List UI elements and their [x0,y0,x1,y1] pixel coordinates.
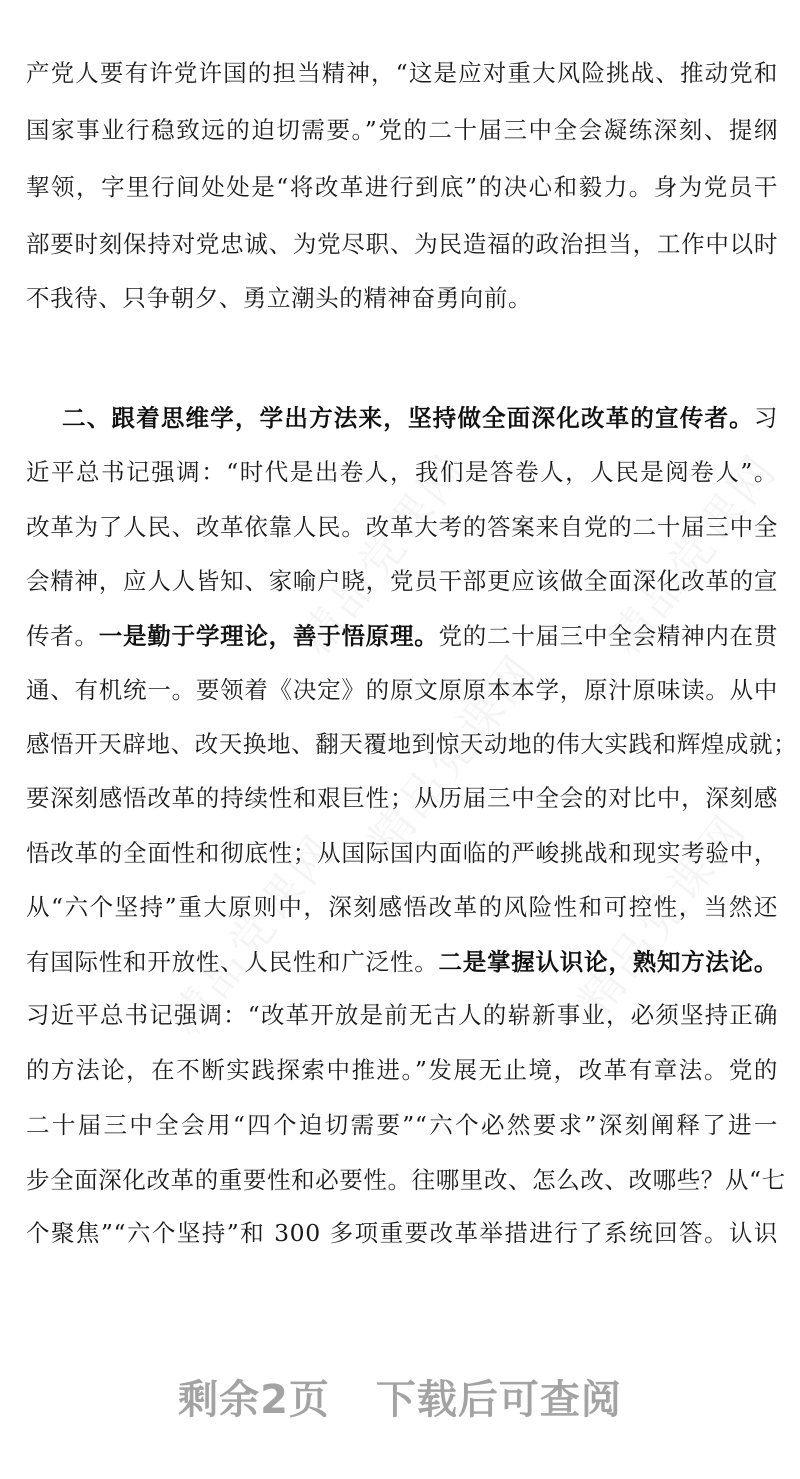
text-line: 感悟开天辟地、改天换地、翻天覆地到惊天动地的伟大实践和辉煌成就； [26,730,798,758]
download-banner[interactable] [0,1372,800,1428]
heading-tail-text: 习 [753,404,778,432]
remaining-pages-label: 剩余2页 [178,1377,330,1423]
subheading-2: 二是掌握认识论，熟知方法论。 [438,948,779,976]
text-line: 近平总书记强调：“时代是出卷人，我们是答卷人，人民是阅卷人”。 [26,458,778,486]
text-line: 从“六个坚持”重大原则中，深刻感悟改革的风险性和可控性，当然还 [26,893,778,921]
text-line: 改革为了人民、改革依靠人民。改革大考的答案来自党的二十届三中全 [26,513,778,541]
text-line: 个聚焦”“六个坚持”和 300 多项重要改革举措进行了系统回答。认识 [26,1219,778,1247]
text-line [26,621,778,651]
text-line: 习近平总书记强调：“改革开放是前无古人的崭新事业，必须坚持正确 [26,1001,778,1029]
text-line: 的方法论，在不断实践探索中推进。”发展无止境，改革有章法。党的 [26,1056,778,1084]
text-line: 国家事业行稳致远的迫切需要。”党的二十届三中全会凝练深刻、提纲 [26,116,778,144]
text-line: 不我待、只争朝夕、勇立潮头的精神奋勇向前。 [26,284,533,312]
text-line: 悟改革的全面性和彻底性；从国际国内面临的严峻挑战和现实考验中， [26,839,778,867]
section-heading: 二、跟着思维学，学出方法来，坚持做全面深化改革的宣传者。 [62,404,754,432]
text-line: 要深刻感悟改革的持续性和艰巨性；从历届三中全会的对比中，深刻感 [26,784,778,812]
download-prompt-label: 下载后可查阅 [375,1377,622,1423]
text-line: 会精神，应人人皆知、家喻户晓，党员干部更应该做全面深化改革的宣 [26,567,778,595]
text-segment: 党的二十届三中全会精神内在贯 [438,622,778,650]
section-heading-line [62,403,778,433]
text-line: 步全面深化改革的重要性和必要性。往哪里改、怎么改、改哪些？从“七 [26,1166,786,1194]
text-line: 部要时刻保持对党忠诚、为党尽职、为民造福的政治担当，工作中以时 [26,230,778,258]
text-line: 通、有机统一。要领着《决定》的原文原原本本学，原汁原味读。从中 [26,676,778,704]
text-segment: 传者。 [26,622,99,650]
text-segment: 有国际性和开放性、人民性和广泛性。 [26,948,439,976]
text-line [26,947,778,977]
text-line: 二十届三中全会用“四个迫切需要”“六个必然要求”深刻阐释了进一 [26,1111,778,1139]
subheading-1: 一是勤于学理论，善于悟原理。 [98,622,439,650]
text-line: 挈领，字里行间处处是“将改革进行到底”的决心和毅力。身为党员干 [26,173,778,201]
text-line: 产党人要有许党许国的担当精神，“这是应对重大风险挑战、推动党和 [26,59,778,87]
